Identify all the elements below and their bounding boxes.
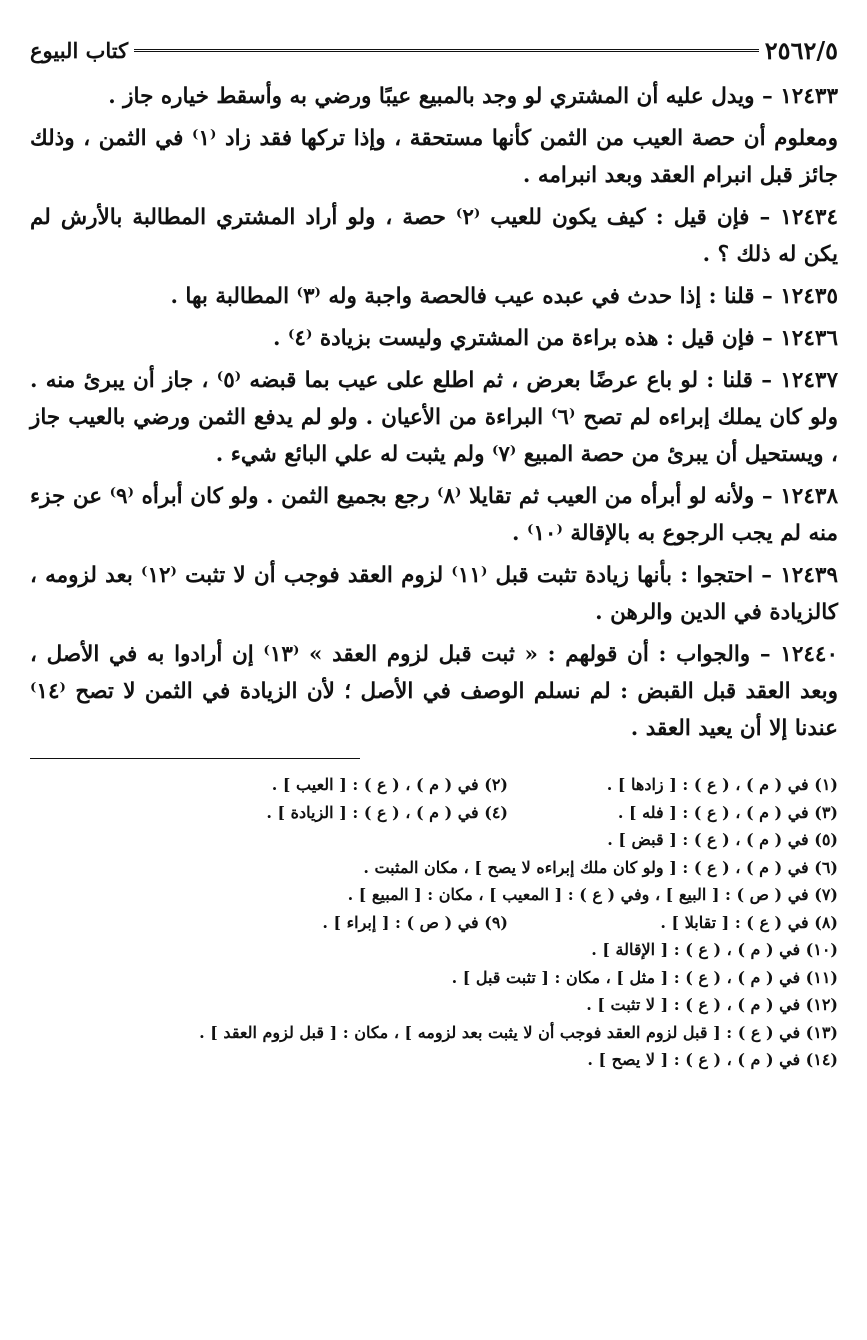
running-header [30,30,838,70]
header-rule [134,49,759,52]
paragraph-12439: ١٢٤٣٩ – احتجوا : بأنها زيادة تثبت قبل ⁽١١⁾ لزوم العقد فوجب أن لا تثبت ⁽١٢⁾ بعد لزومه ، كالزيادة في الدين والرهن . [30,563,838,625]
footnote-13: (١٣) في ( ع ) : [ قبل لزوم العقد فوجب أن لا يثبت بعد لزومه ] ، مكان : [ قبل لزوم العقد ] . [199,1022,838,1042]
paragraph-12434: ١٢٤٣٤ – فإن قيل : كيف يكون للعيب ⁽٢⁾ حصة ، ولو أراد المشتري المطالبة بالأرش لم يكن له ذلك ؟ . [30,205,839,267]
paragraph-12433: ١٢٤٣٣ – ويدل عليه أن المشتري لو وجد بالمبيع عيبًا ورضي به وأسقط خياره جاز . [108,84,838,109]
footnote-row [30,826,838,854]
paragraph-12440: ١٢٤٤٠ – والجواب : أن قولهم : « ثبت قبل لزوم العقد » ⁽١٣⁾ إن أرادوا به في الأصل ، وبعد العقد قبل القبض : لم نسلم الوصف في الأصل ؛ لأن الزيادة في الثمن لا تصح ⁽١٤⁾ عندنا إلا أن يعيد العقد . [30,642,839,741]
page-number: ٢٥٦٢/٥ [764,35,838,65]
footnote-12: (١٢) في ( م ) ، ( ع ) : [ لا تثبت ] . [586,995,838,1014]
footnote-row [30,881,838,909]
paragraph-12438: ١٢٤٣٨ – ولأنه لو أبرأه من العيب ثم تقايلا ⁽٨⁾ رجع بجميع الثمن . ولو كان أبرأه ⁽٩⁾ عن جزء منه لم يجب الرجوع به بالإقالة ⁽١٠⁾ . [30,484,838,546]
footnote-row [30,991,838,1019]
paragraph-12435: ١٢٤٣٥ – قلنا : إذا حدث في عبده عيب فالحصة واجبة وله ⁽٣⁾ المطالبة بها . [170,284,838,309]
footnote-5: (٥) في ( م ) ، ( ع ) : [ قبض ] . [607,830,838,849]
footnote-9: (٩) في ( ص ) : [ إبراء ] . [322,912,508,932]
paragraph-12436: ١٢٤٣٦ – فإن قيل : هذه براءة من المشتري وليست بزيادة ⁽٤⁾ . [273,326,838,351]
main-text [30,78,838,747]
book-title: كتاب البيوع [30,37,129,63]
footnote-1: (١) في ( م ) ، ( ع ) : [ زادها ] . [606,775,838,794]
footnote-4: (٤) في ( م ) ، ( ع ) : [ الزيادة ] . [266,802,508,822]
footnote-11: (١١) في ( م ) ، ( ع ) : [ مثل ] ، مكان : [ تثبت قبل ] . [451,967,838,987]
footnote-8: (٨) في ( ع ) : [ تقابلا ] . [660,912,838,932]
footnote-10: (١٠) في ( م ) ، ( ع ) : [ الإقالة ] . [591,940,838,959]
footnote-row [30,964,838,992]
page [30,30,838,1074]
footnote-row [30,771,838,799]
footnote-row [30,799,838,827]
footnote-row [30,936,838,964]
footnote-7: (٧) في ( ص ) : [ البيع ] ، وفي ( ع ) : [ المعيب ] ، مكان : [ المبيع ] . [347,885,838,904]
footnotes [30,771,838,1074]
paragraph-12437: ١٢٤٣٧ – قلنا : لو باع عرضًا بعرض ، ثم اطلع على عيب بما قبضه ⁽٥⁾ ، جاز أن يبرئ منه . ولو كان يملك إبراءه لم تصح ⁽٦⁾ البراءة من الأعيان . ولو لم يدفع الثمن ورضي بالعيب جاز ، ويستحيل أن يبرئ من حصة المبيع ⁽٧⁾ ولم يثبت له علي البائع شيء . [30,368,839,467]
footnote-row [30,854,838,882]
footnote-row [30,1046,838,1074]
footnote-row [30,1019,838,1047]
footnote-3: (٣) في ( م ) ، ( ع ) : [ فله ] . [617,802,838,822]
footnote-6: (٦) في ( م ) ، ( ع ) : [ ولو كان ملك إبراءه لا يصح ] ، مكان المثبت . [363,857,838,877]
footnote-row [30,909,838,937]
footnote-2: (٢) في ( م ) ، ( ع ) : [ العيب ] . [271,775,508,794]
paragraph-continuation: ومعلوم أن حصة العيب من الثمن كأنها مستحقة ، وإذا تركها فقد زاد ⁽١⁾ في الثمن ، وذلك جائز قبل انبرام العقد وبعد انبرامه . [30,126,838,188]
footnote-14: (١٤) في ( م ) ، ( ع ) : [ لا يصح ] . [587,1050,838,1069]
footnote-separator [30,758,360,759]
